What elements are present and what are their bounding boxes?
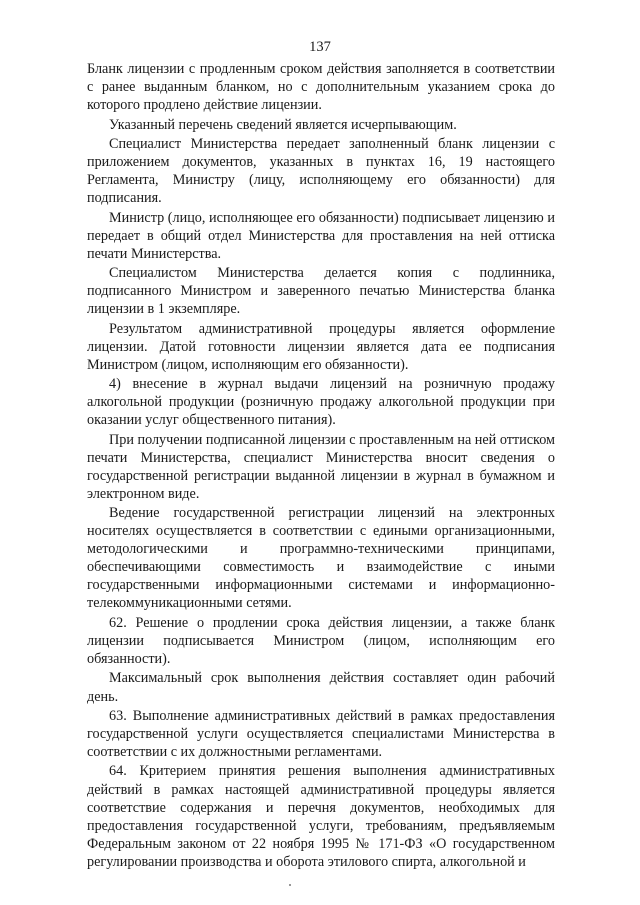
paragraph: 64. Критерием принятия решения выполнения административных действий в рамках настоящей административной процедуры является соответствие содержания и перечня документов, необходимых для предоставления государственной услуги, требованиям, предъявляемым Федеральным законом от 22 ноября 1995 № 171-ФЗ «О государственном регулировании производства и оборота этилового спирта, алкогольной и (87, 763, 555, 870)
paragraph: При получении подписанной лицензии с проставленным на ней оттиском печати Министерства, специалист Министерства вносит сведения о государственной регистрации выданной лицензии в журнал в бумажном и электронном виде. (87, 431, 555, 502)
paragraph: Указанный перечень сведений является исчерпывающим. (109, 116, 457, 133)
paragraph: Министр (лицо, исполняющее его обязанности) подписывает лицензию и передает в общий отдел Министерства для проставления на ней оттиска печати Министерства. (87, 209, 555, 262)
paragraph: Бланк лицензии с продленным сроком действия заполняется в соответствии с ранее выданным бланком, но с дополнительным указанием срока до которого продлено действие лицензии. (87, 61, 555, 114)
paragraph: Результатом административной процедуры является оформление лицензии. Датой готовности лицензии является дата ее подписания Министром (лицом, исполняющим его обязанности). (87, 320, 555, 373)
paragraph: Ведение государственной регистрации лицензий на электронных носителях осуществляется в соответствии с едиными организационными, методологическими и программно-техническими принципами, обеспечивающими совместимость и взаимодействие с иными государственными информационными системами и информационно-телекоммуникационными сетями. (87, 505, 555, 612)
paragraph: Специалистом Министерства делается копия с подлинника, подписанного Министром и заверенного печатью Министерства бланка лицензии в 1 экземпляре. (87, 265, 555, 318)
paragraph: 62. Решение о продлении срока действия лицензии, а также бланк лицензии подписывается Министром (лицом, исполняющим его обязанности). (87, 614, 555, 668)
paragraph: 63. Выполнение административных действий в рамках предоставления государственной услуги осуществляется специалистами Министерства в соответствии с их должностными регламентами. (87, 707, 555, 761)
document-body (87, 60, 555, 872)
scan-mark (289, 884, 291, 886)
paragraph: Максимальный срок выполнения действия составляет один рабочий день. (87, 670, 555, 705)
paragraph: 4) внесение в журнал выдачи лицензий на розничную продажу алкогольной продукции (розничную продажу алкогольной продукции при оказании услуг общественного питания). (87, 376, 555, 429)
paragraph: Специалист Министерства передает заполненный бланк лицензии с приложением документов, указанных в пунктах 16, 19 настоящего Регламента, Министру (лицу, исполняющему его обязанности) для подписания. (87, 135, 555, 207)
page-number: 137 (309, 39, 331, 55)
